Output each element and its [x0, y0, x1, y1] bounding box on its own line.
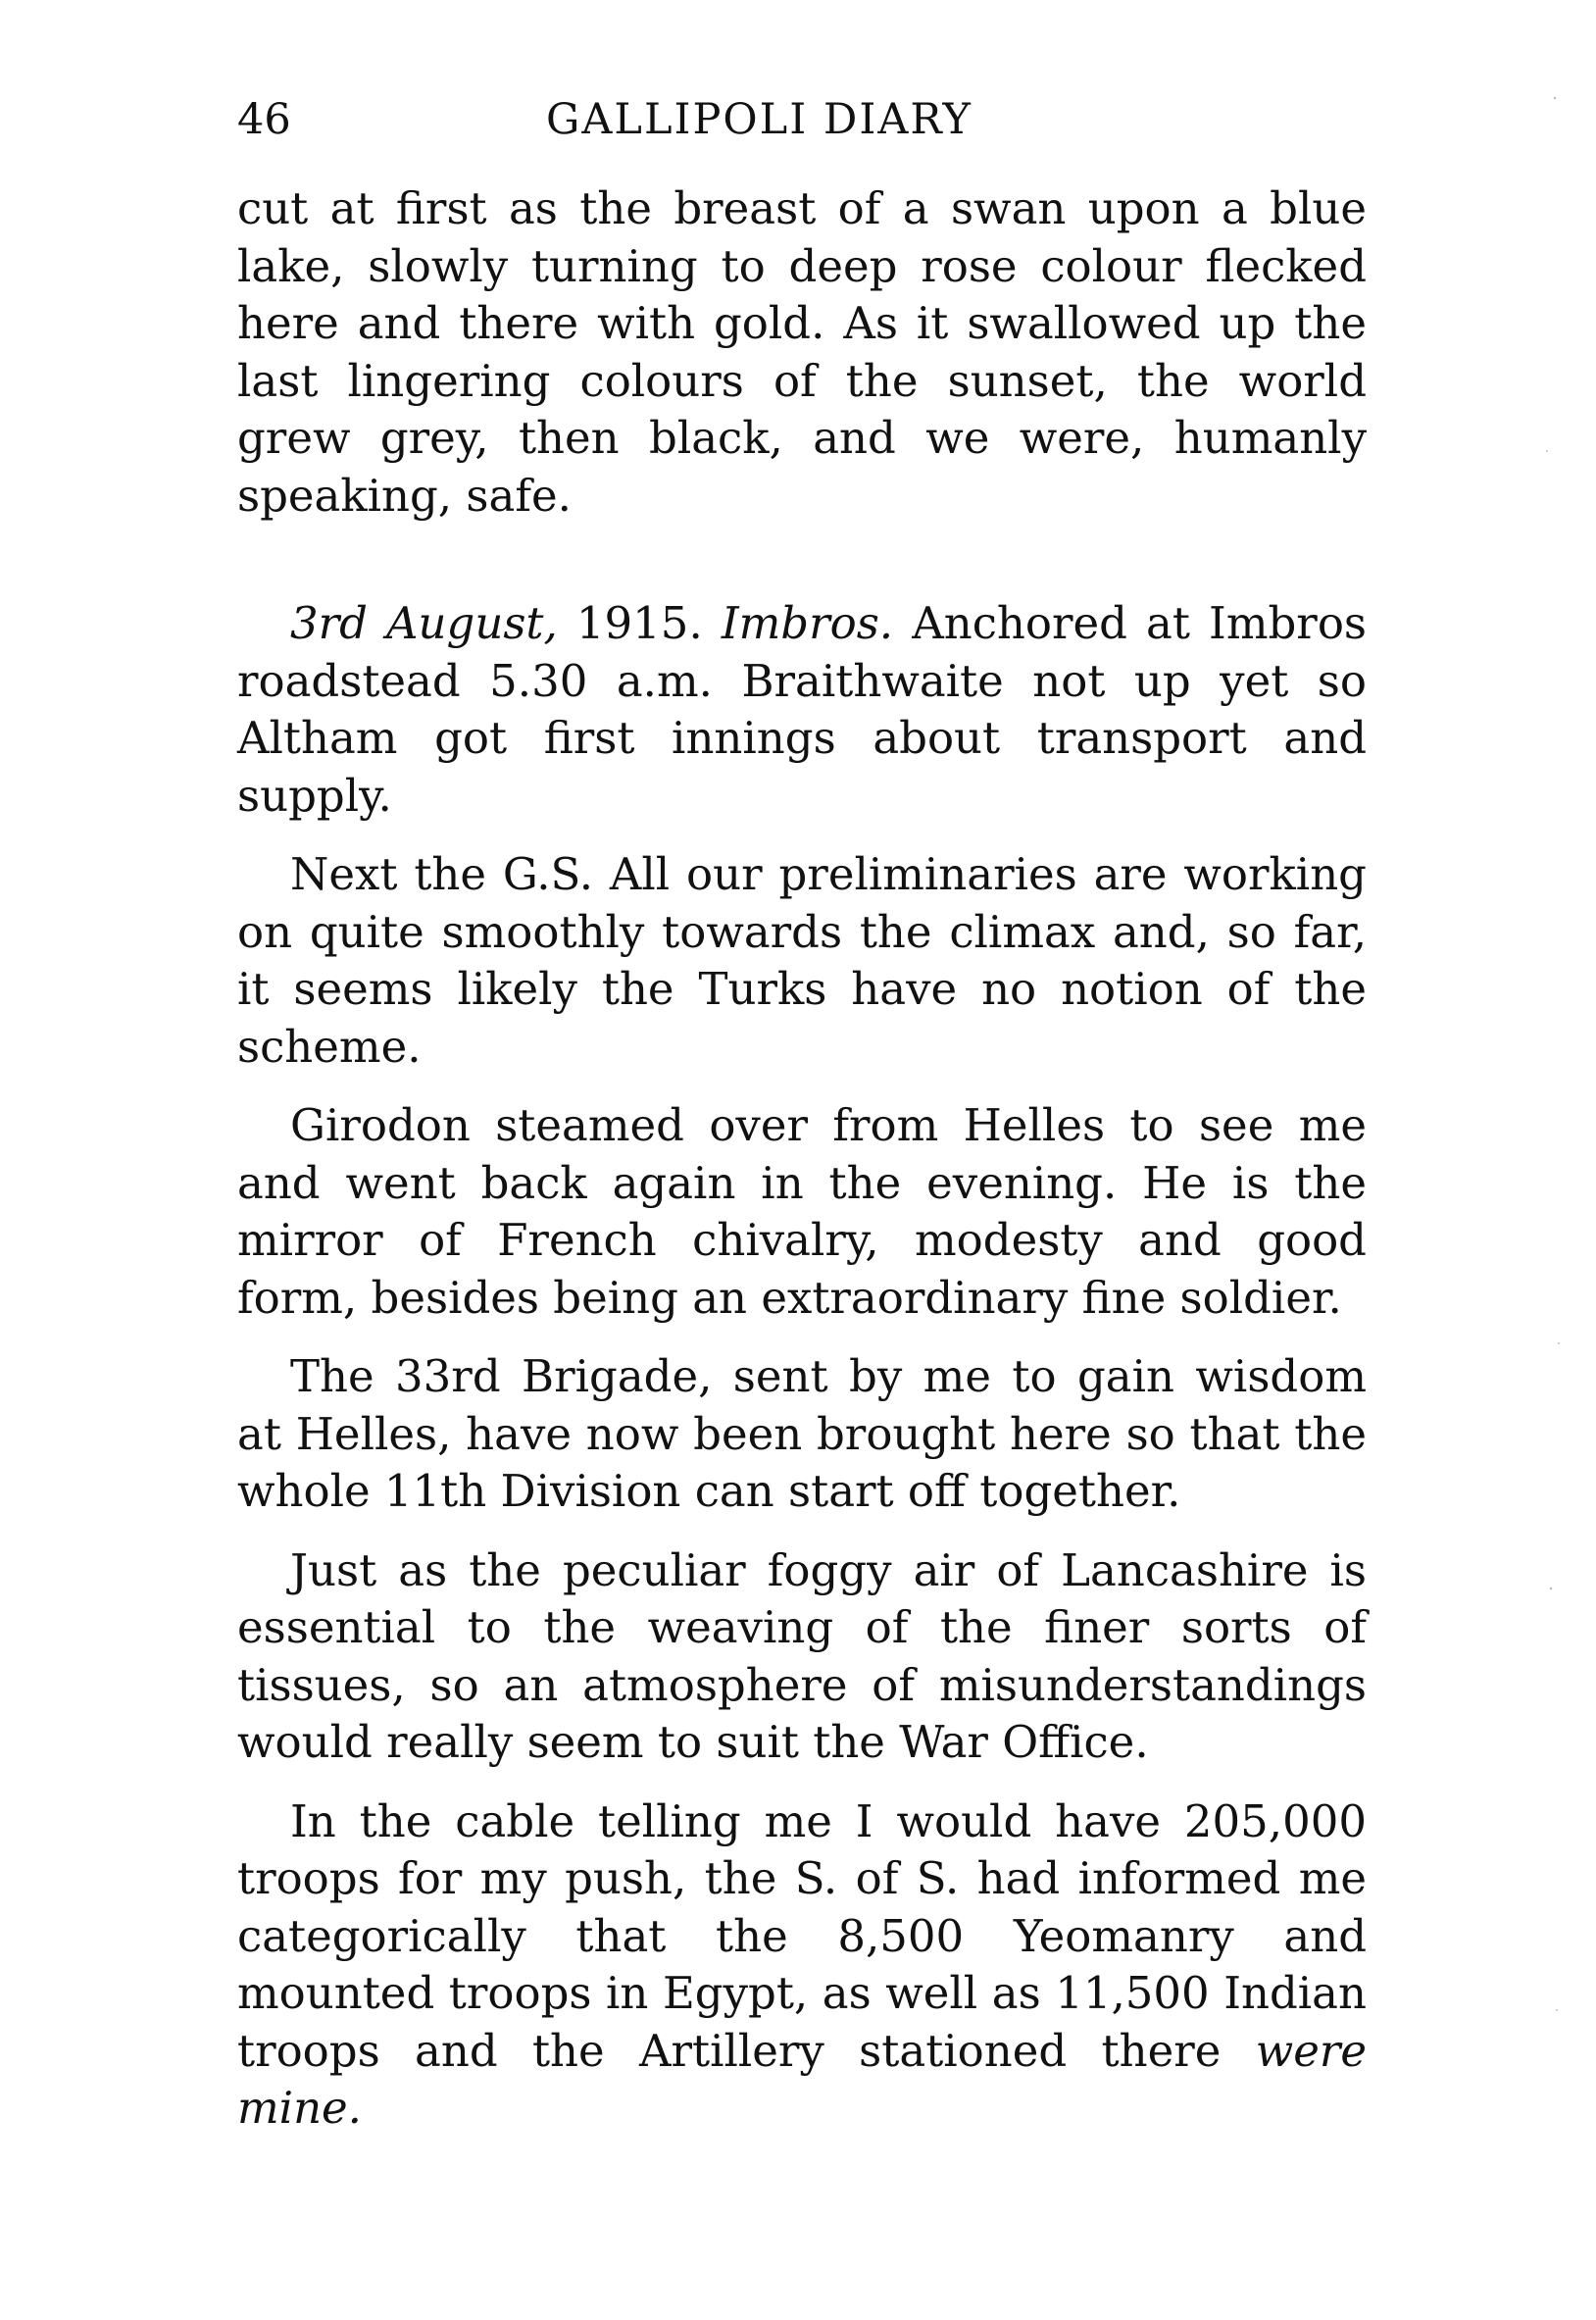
scan-specks [1537, 39, 1567, 2275]
paragraph-last [237, 1793, 1367, 2138]
entry-date: 3rd August, [290, 597, 558, 649]
body-text [237, 180, 1367, 2138]
page-number: 46 [237, 95, 291, 144]
running-title: GALLIPOLI DIARY [546, 95, 973, 144]
running-head [237, 90, 1374, 149]
diary-entry-paragraph [237, 595, 1367, 825]
entry-year: 1915. [557, 597, 722, 649]
paragraph: Next the G.S. All our preliminaries are working on quite smoothly towards the climax and, so far, it seems likely the Turks have no notion of the scheme. [237, 848, 1367, 1073]
paragraph: Girodon steamed over from Helles to see me and went back again in the evening. He is the mirror of French chivalry, modesty and good form, besides being an extraordinary fine soldier. [237, 1099, 1367, 1324]
paragraph: The 33rd Brigade, sent by me to gain wisdom at Helles, have now been brought here so that the whole 11th Division can start off together. [237, 1350, 1367, 1517]
paragraph-italic-end: were mine. [237, 2024, 1367, 2134]
paragraph: Just as the peculiar foggy air of Lancashire is essential to the weaving of the finer sorts of tissues, so an atmosphere of misunderstandings would really seem to suit the War Office. [237, 1543, 1367, 1768]
paragraph-continued: cut at first as the breast of a swan upon a blue lake, slowly turning to deep rose colour flecked here and there with gold. As it swallowed up the last lingering colours of the sunset, the world grew grey, then black, and we were, humanly speaking, safe. [237, 182, 1367, 522]
entry-text: Anchored at Imbros roadstead 5.30 a.m. Braithwaite not up yet so Altham got first innings about transport and supply. [237, 597, 1368, 822]
entry-place: Imbros. [721, 597, 894, 649]
paragraph-text: In the cable telling me I would have 205,000 troops for my push, the S. of S. had informed me categorically that the 8,500 Yeomanry and mounted troops in Egypt, as well as 11,500 Indian troops and the Artillery stationed there [237, 1794, 1367, 2077]
